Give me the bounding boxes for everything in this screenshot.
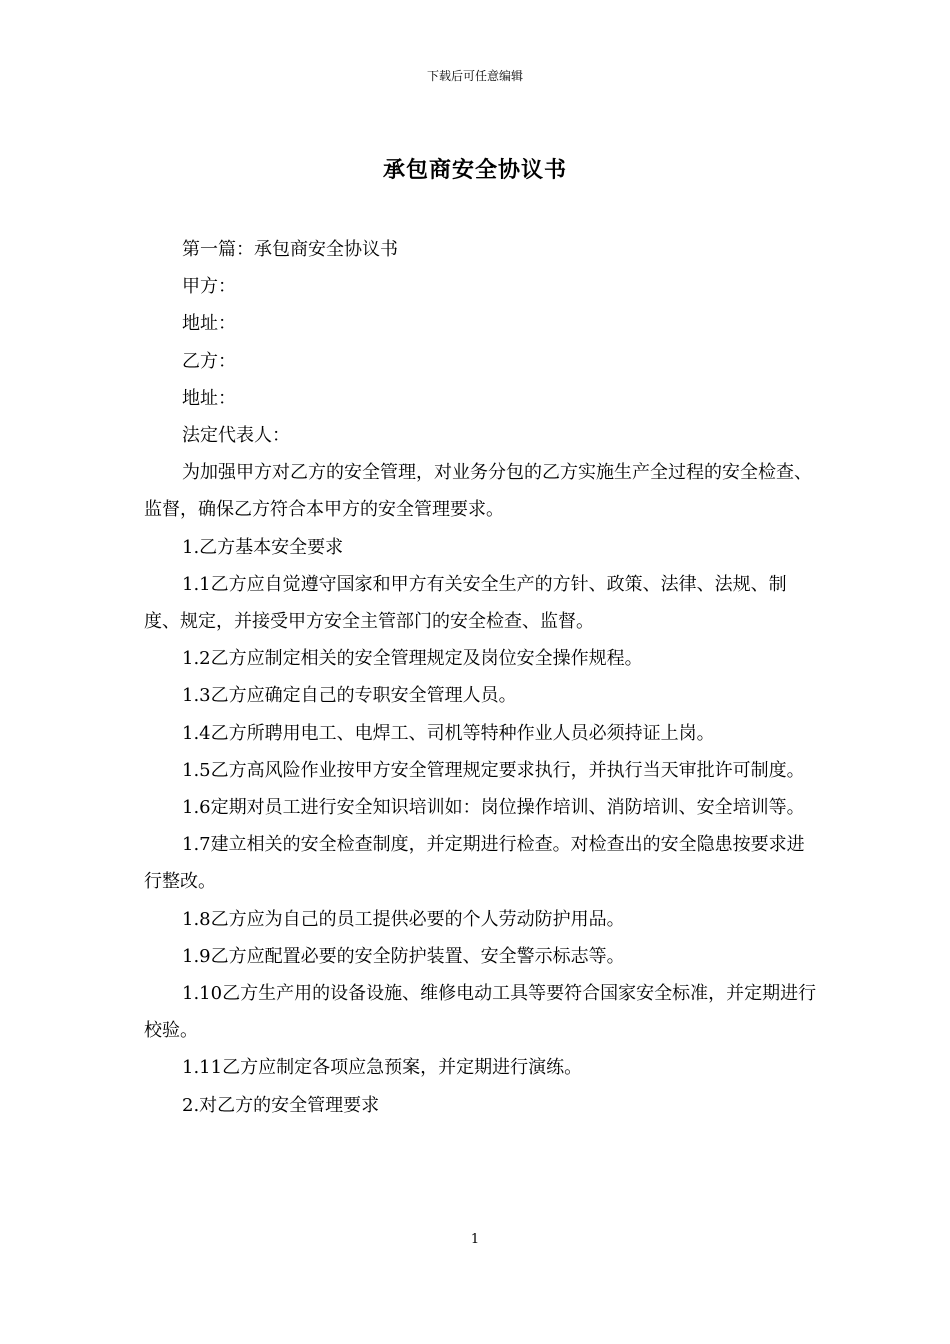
legal-representative-field: 法定代表人： xyxy=(182,425,290,447)
section-heading: 第一篇：承包商安全协议书 xyxy=(182,239,398,260)
clause-heading: 1.乙方基本安全要求 xyxy=(182,536,344,558)
clause-item: 1.8乙方应为自己的员工提供必要的个人劳动防护用品。 xyxy=(182,908,625,930)
document-body xyxy=(144,231,820,1124)
intro-paragraph: 为加强甲方对乙方的安全管理，对业务分包的乙方实施生产全过程的安全检查、监督，确保乙方符合本甲方的安全管理要求。 xyxy=(144,462,812,521)
party-a-field: 甲方： xyxy=(182,276,236,298)
party-b-field: 乙方： xyxy=(182,350,236,372)
page-number: 1 xyxy=(470,1232,480,1247)
clause-item: 1.2乙方应制定相关的安全管理规定及岗位安全操作规程。 xyxy=(182,648,643,670)
clause-item: 1.7建立相关的安全检查制度，并定期进行检查。对检查出的安全隐患按要求进行整改。 xyxy=(144,834,805,893)
clause-item: 1.11乙方应制定各项应急预案，并定期进行演练。 xyxy=(182,1057,583,1079)
clause-item: 1.10乙方生产用的设备设施、维修电动工具等要符合国家安全标准，并定期进行校验。 xyxy=(144,983,817,1042)
party-b-address-field: 地址： xyxy=(182,387,236,409)
document-title: 承包商安全协议书 xyxy=(382,157,567,183)
clause-item: 1.1乙方应自觉遵守国家和甲方有关安全生产的方针、政策、法律、法规、制度、规定，并接受甲方安全主管部门的安全检查、监督。 xyxy=(144,573,787,633)
header-note: 下载后可任意编辑 xyxy=(426,69,523,83)
clause-heading: 2.对乙方的安全管理要求 xyxy=(182,1094,380,1116)
clause-item: 1.3乙方应确定自己的专职安全管理人员。 xyxy=(182,685,517,707)
clause-item: 1.4乙方所聘用电工、电焊工、司机等特种作业人员必须持证上岗。 xyxy=(182,722,715,744)
clause-item: 1.9乙方应配置必要的安全防护装置、安全警示标志等。 xyxy=(182,945,625,967)
clause-item: 1.6定期对员工进行安全知识培训如：岗位操作培训、消防培训、安全培训等。 xyxy=(182,797,805,819)
party-a-address-field: 地址： xyxy=(182,313,236,335)
clause-item: 1.5乙方高风险作业按甲方安全管理规定要求执行，并执行当天审批许可制度。 xyxy=(182,759,805,781)
